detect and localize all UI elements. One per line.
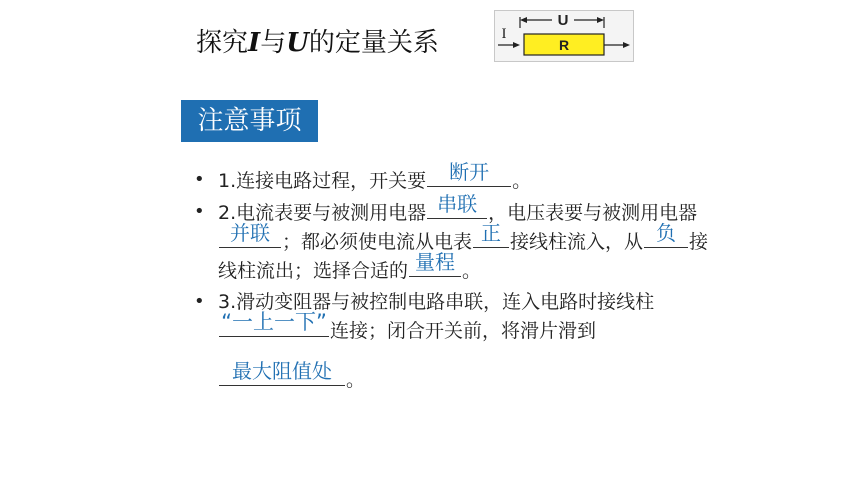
answer-text: 正: [481, 221, 502, 245]
title-suffix: 的定量关系: [308, 28, 439, 58]
note-text: 连接；闭合开关前，将滑片滑到: [330, 320, 597, 342]
answer-text: 断开: [449, 160, 490, 184]
note-text: ，电压表要与被测用电器: [488, 202, 698, 224]
note-item-3: [190, 288, 710, 394]
voltage-label: U: [557, 12, 569, 29]
title-var-i: I: [248, 28, 261, 58]
answer-text: 串联: [437, 192, 478, 216]
notes-list: [190, 160, 710, 394]
resistor-label: R: [558, 37, 570, 53]
current-label: I: [501, 26, 507, 42]
answer-text: “一上一下”: [221, 310, 327, 334]
answer-blank: [409, 250, 461, 277]
note-text: 1.连接电路过程，开关要: [218, 170, 427, 192]
answer-blank: [427, 192, 487, 219]
answer-text: 量程: [415, 250, 456, 274]
title-prefix: 探究: [196, 28, 249, 58]
note-text: ；都必须使电流从电表: [282, 231, 473, 253]
note-item-2: [190, 192, 710, 285]
answer-text: 最大阻值处: [232, 359, 332, 383]
title-var-u: U: [286, 28, 309, 58]
answer-blank: [219, 310, 329, 337]
answer-text: 并联: [230, 221, 270, 245]
note-item-1: [190, 160, 710, 195]
note-text: 接线柱流入，从: [510, 231, 644, 253]
note-text: 。: [346, 369, 366, 391]
note-text: 。: [462, 260, 482, 282]
answer-blank: [219, 221, 281, 248]
note-text: 。: [512, 170, 532, 192]
answer-blank: [644, 221, 688, 248]
note-text: 接线柱流出；选择合适的: [218, 231, 709, 282]
answer-blank: [473, 221, 509, 248]
answer-text: 负: [656, 221, 677, 245]
circuit-diagram: [494, 10, 634, 62]
answer-blank: [219, 359, 345, 386]
answer-blank: [427, 160, 511, 187]
note-text: 2.电流表要与被测用电器: [218, 202, 427, 224]
title-connector: 与: [260, 28, 287, 58]
note-text: 3.滑动变阻器与被控制电路串联，连入电路时接线柱: [218, 291, 655, 313]
note-item-3-last-line: [218, 359, 710, 394]
page-title: [196, 22, 439, 59]
notice-heading: 注意事项: [181, 100, 318, 142]
